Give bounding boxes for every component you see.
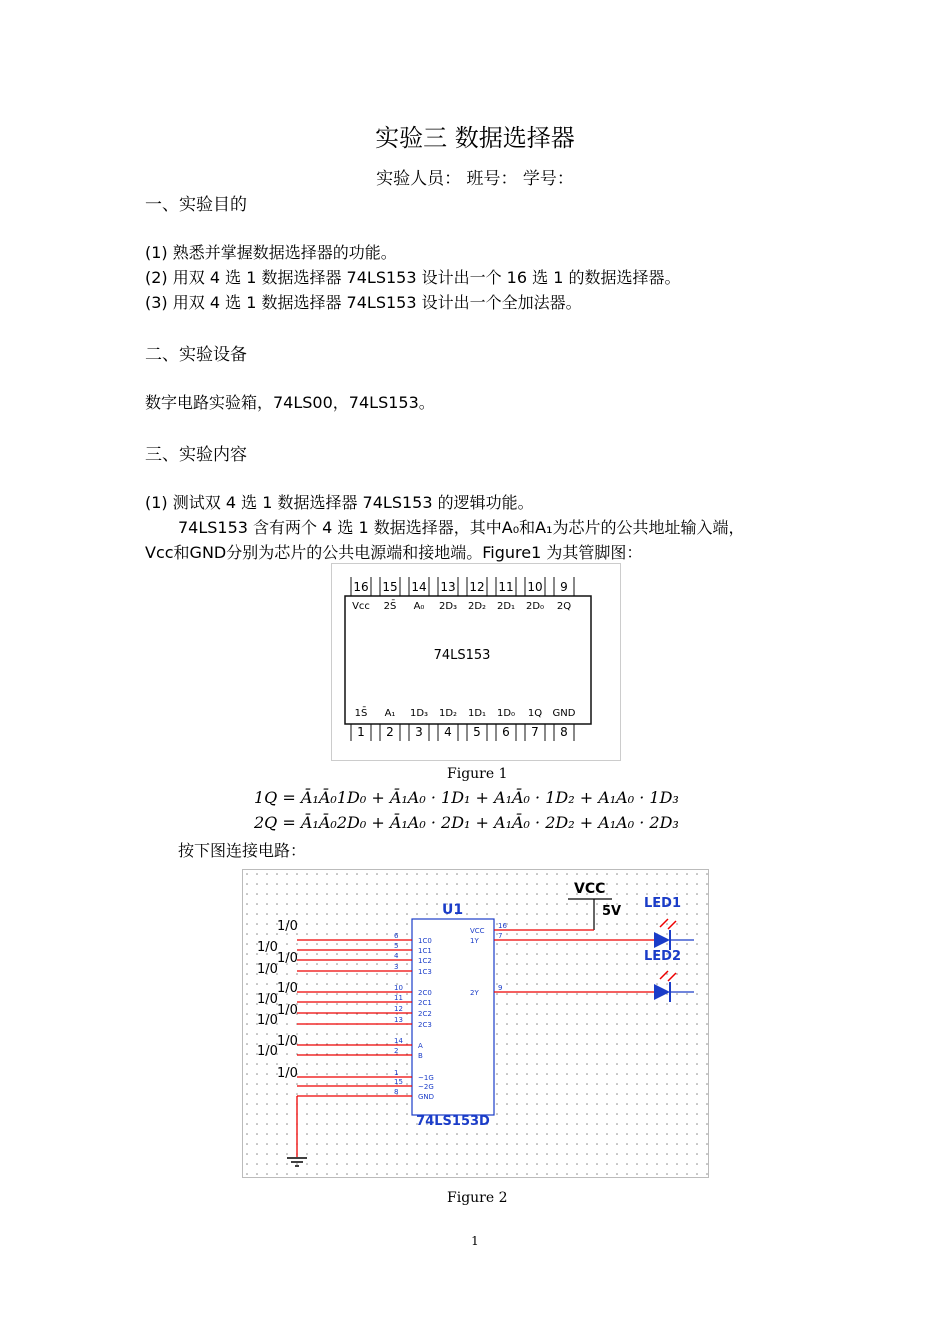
section-heading-goals: 一、实验目的 xyxy=(145,195,247,215)
top-pin-number: 13 xyxy=(440,580,456,594)
chip-pin-number: 12 xyxy=(394,1005,403,1013)
equipment-text: 数字电路实验箱，74LS00，74LS153。 xyxy=(145,393,435,412)
top-pin-label: Vcc xyxy=(352,601,370,612)
content-item-1: (1) 测试双 4 选 1 数据选择器 74LS153 的逻辑功能。 xyxy=(145,493,534,512)
equation-1q: 1Q = Ā₁Ā₀1D₀ + Ā₁A₀ · 1D₁ + A₁Ā₀ · 1D₂ + A₁A₀ · 1D₃ xyxy=(254,788,679,807)
people-line: 实验人员： 班号： 学号： xyxy=(376,169,574,189)
top-pin-label: 2D₀ xyxy=(525,601,545,612)
bottom-pin-number: 5 xyxy=(473,725,481,739)
top-pin-number: 15 xyxy=(382,580,398,594)
chip-pin-number: 4 xyxy=(394,952,399,960)
top-pin-label: A₀ xyxy=(413,601,425,612)
goal-item: (2) 用双 4 选 1 数据选择器 74LS153 设计出一个 16 选 1 的数据选择器。 xyxy=(145,268,681,287)
chip-pin-label: B xyxy=(418,1052,423,1060)
top-pin-label: 2D₁ xyxy=(496,601,516,612)
bottom-pin-label: 1D₃ xyxy=(409,708,429,719)
chip-pin-number: 7 xyxy=(498,932,503,940)
chip-pin-number: 3 xyxy=(394,963,399,971)
top-pin-label: 2S̄ xyxy=(383,601,397,612)
vcc-label: VCC xyxy=(574,881,606,897)
chip-pin-number: 16 xyxy=(498,922,507,930)
switch-label: 1/0 xyxy=(257,992,278,1007)
chip-pin-number: 14 xyxy=(394,1037,403,1045)
top-pin-label: 2D₂ xyxy=(467,601,487,612)
equation-2q: 2Q = Ā₁Ā₀2D₀ + Ā₁A₀ · 2D₁ + A₁Ā₀ · 2D₂ + A₁A₀ · 2D₃ xyxy=(254,813,679,832)
page-title: 实验三 数据选择器 xyxy=(375,124,575,152)
goal-item: (1) 熟悉并掌握数据选择器的功能。 xyxy=(145,243,397,262)
switch-label: 1/0 xyxy=(277,1003,298,1018)
bottom-pin-label: GND xyxy=(552,708,576,719)
chip-pin-number: 11 xyxy=(394,994,403,1002)
top-pin-number: 11 xyxy=(498,580,514,594)
connect-instruction: 按下图连接电路： xyxy=(178,841,307,860)
figure1-pinout xyxy=(331,563,621,761)
chip-pin-label: 1C1 xyxy=(418,947,432,955)
section-heading-content: 三、实验内容 xyxy=(145,445,247,465)
chip-pin-label: 1C0 xyxy=(418,937,432,945)
chip-pin-label: 2Y xyxy=(470,989,479,997)
chip-pin-label: ~1G xyxy=(418,1074,434,1082)
chip-pin-number: 9 xyxy=(498,984,503,992)
switch-label: 1/0 xyxy=(257,1044,278,1059)
bottom-pin-number: 1 xyxy=(357,725,365,739)
chip-pin-label: 2C2 xyxy=(418,1010,432,1018)
u1-label: U1 xyxy=(442,902,464,918)
chip-pin-label: 1C3 xyxy=(418,968,432,976)
bottom-pin-label: 1D₁ xyxy=(467,708,487,719)
switch-label: 1/0 xyxy=(277,981,298,996)
chip-pin-number: 13 xyxy=(394,1016,403,1024)
led1-label: LED1 xyxy=(644,896,682,911)
chip-pin-number: 1 xyxy=(394,1069,399,1077)
switch-label: 1/0 xyxy=(257,940,278,955)
top-pin-number: 14 xyxy=(411,580,427,594)
switch-label: 1/0 xyxy=(277,951,298,966)
top-pin-label: 2D₃ xyxy=(438,601,458,612)
switch-label: 1/0 xyxy=(277,1034,298,1049)
chip-pin-label: 2C3 xyxy=(418,1021,432,1029)
chip-pin-label: 2C1 xyxy=(418,999,432,1007)
top-pin-number: 10 xyxy=(527,580,543,594)
bottom-pin-number: 3 xyxy=(415,725,423,739)
figure2-circuit xyxy=(242,869,709,1178)
chip-part-label: 74LS153D xyxy=(416,1114,490,1129)
chip-pin-label: 1C2 xyxy=(418,957,432,965)
bottom-pin-number: 2 xyxy=(386,725,394,739)
bottom-pin-label: 1D₀ xyxy=(496,708,516,719)
chip-label: 74LS153 xyxy=(433,648,491,663)
bottom-pin-label: 1Q xyxy=(527,708,543,719)
top-pin-number: 16 xyxy=(353,580,369,594)
bottom-pin-label: 1S̄ xyxy=(354,708,368,719)
chip-pin-number: 5 xyxy=(394,942,399,950)
switch-label: 1/0 xyxy=(257,1013,278,1028)
chip-pin-number: 6 xyxy=(394,932,399,940)
chip-pin-label: ~2G xyxy=(418,1083,434,1091)
goal-item: (3) 用双 4 选 1 数据选择器 74LS153 设计出一个全加法器。 xyxy=(145,293,582,312)
figure1-caption: Figure 1 xyxy=(447,766,508,782)
volt-label: 5V xyxy=(602,904,622,919)
page-number: 1 xyxy=(471,1234,479,1248)
bottom-pin-number: 6 xyxy=(502,725,510,739)
chip-pin-label: GND xyxy=(418,1093,435,1101)
bottom-pin-number: 4 xyxy=(444,725,452,739)
bottom-pin-label: 1D₂ xyxy=(438,708,458,719)
chip-pin-number: 2 xyxy=(394,1047,399,1055)
chip-pin-label: A xyxy=(418,1042,423,1050)
chip-pin-number: 15 xyxy=(394,1078,403,1086)
figure2-caption: Figure 2 xyxy=(447,1190,508,1206)
top-pin-number: 9 xyxy=(560,580,568,594)
top-pin-number: 12 xyxy=(469,580,485,594)
switch-label: 1/0 xyxy=(277,1066,298,1081)
section-heading-equipment: 二、实验设备 xyxy=(145,345,247,365)
chip-pin-label: 2C0 xyxy=(418,989,432,997)
content-paragraph-line2: Vcc和GND分别为芯片的公共电源端和接地端。Figure1 为其管脚图： xyxy=(145,543,643,562)
bottom-pin-label: A₁ xyxy=(384,708,396,719)
content-paragraph-line1: 74LS153 含有两个 4 选 1 数据选择器，其中A₀和A₁为芯片的公共地址输入端， xyxy=(178,518,745,537)
led2-label: LED2 xyxy=(644,949,682,964)
switch-label: 1/0 xyxy=(257,962,278,977)
top-pin-label: 2Q xyxy=(556,601,572,612)
bottom-pin-number: 8 xyxy=(560,725,568,739)
chip-pin-label: 1Y xyxy=(470,937,479,945)
switch-label: 1/0 xyxy=(277,919,298,934)
bottom-pin-number: 7 xyxy=(531,725,539,739)
chip-pin-number: 10 xyxy=(394,984,403,992)
chip-pin-number: 8 xyxy=(394,1088,399,1096)
chip-pin-label: VCC xyxy=(470,927,485,935)
